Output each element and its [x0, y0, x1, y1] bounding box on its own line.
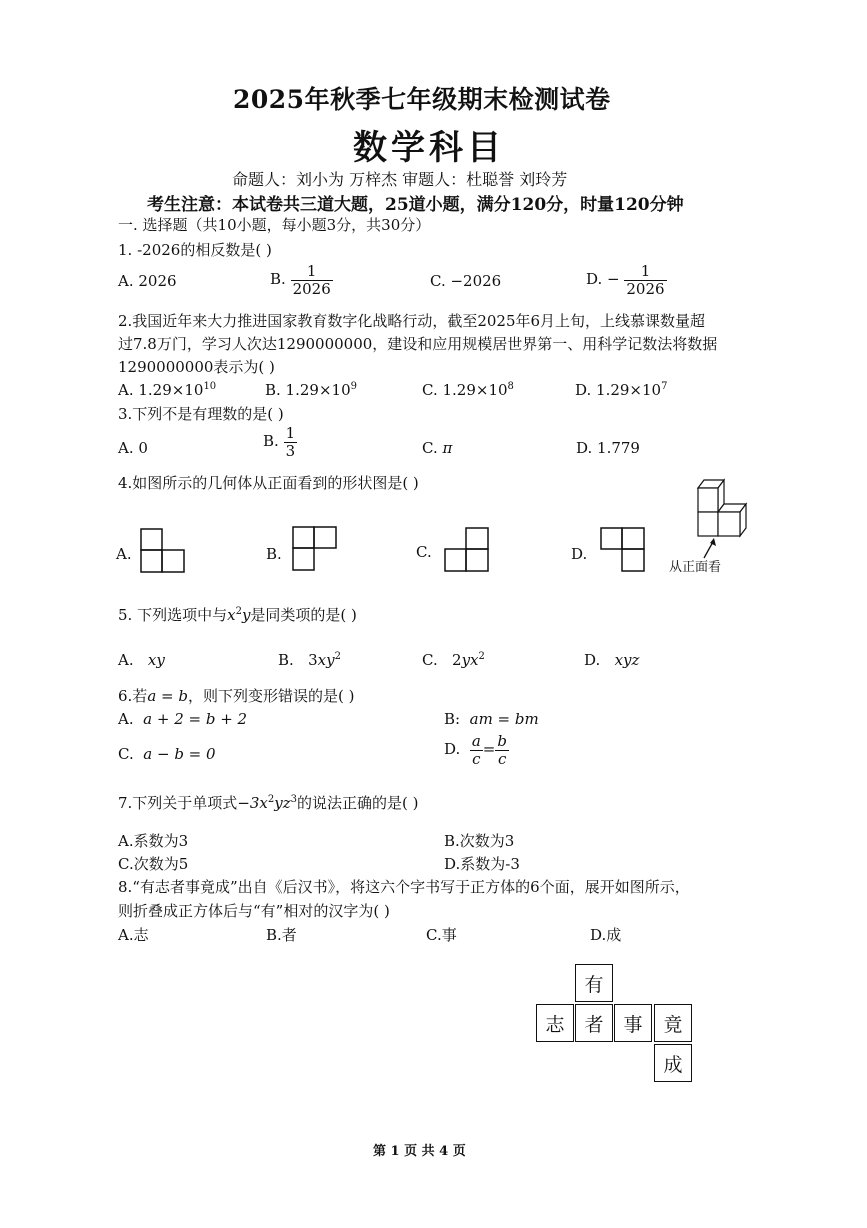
- q6-d-label: D.: [444, 740, 461, 758]
- q5-c-exp: 2: [478, 651, 485, 662]
- q7-stem-mono: −3x: [237, 794, 268, 812]
- q2-option-a: [118, 381, 216, 399]
- q7-option-b: B.次数为3: [444, 832, 515, 850]
- q5-option-a: [118, 651, 165, 669]
- q6-stem-post: ，则下列变形错误的是( ): [187, 687, 355, 705]
- q4-c-figure: [444, 527, 490, 573]
- q8-option-c: C.事: [426, 926, 457, 944]
- q4-b-figure: [292, 526, 338, 572]
- q6-stem-pre: 6.若: [118, 687, 148, 705]
- q2-a-exp: 10: [203, 381, 217, 392]
- net-cell-jing: 竟: [654, 1004, 692, 1042]
- q1-b-label: B.: [270, 270, 286, 288]
- q4-view-label: 从正面看: [669, 560, 722, 575]
- q7-stem-exp2: 3: [290, 794, 298, 805]
- q7-option-a: A.系数为3: [118, 832, 189, 850]
- q6-c-value: a − b = 0: [143, 745, 216, 763]
- q5-b-var: xy: [317, 651, 335, 669]
- q3-stem: 3.下列不是有理数的是( ): [118, 405, 284, 423]
- q2-b-base: B. 1.29×10: [265, 381, 351, 399]
- q6-a-value: a + 2 = b + 2: [143, 710, 248, 728]
- q3-b-label: B.: [263, 432, 279, 450]
- q1-b-numerator: 1: [306, 262, 317, 280]
- q3-b-denominator: 3: [285, 441, 296, 460]
- q1-option-a: A. 2026: [118, 272, 177, 290]
- q5-stem-exp: 2: [235, 606, 242, 617]
- authors-line: 命题人：刘小为 万梓杰 审题人：杜聪誉 刘玲芳: [232, 170, 568, 189]
- q7-stem-pre: 7.下列关于单项式: [118, 794, 238, 812]
- q6-d-den1: c: [472, 749, 481, 768]
- q3-option-b: [263, 425, 297, 459]
- q1-d-fraction: [624, 263, 666, 297]
- q7-stem-post: 的说法正确的是( ): [297, 794, 419, 812]
- q8-option-a: A.志: [118, 926, 149, 944]
- exam-title: 2025年秋季七年级期末检测试卷: [233, 85, 611, 114]
- q1-option-c: C. −2026: [430, 272, 502, 290]
- q6-option-d: [444, 733, 509, 767]
- q5-b-exp: 2: [334, 651, 341, 662]
- exam-notice: 考生注意：本试卷共三道大题，25道小题，满分120分，时量120分钟: [147, 195, 684, 215]
- q2-c-exp: 8: [507, 381, 514, 392]
- q8-line1: 8.“有志者事竟成”出自《后汉书》，将这六个字书写于正方体的6个面，展开如图所示，: [118, 878, 690, 896]
- q4-a-figure: [140, 528, 186, 574]
- q4-option-a: A.: [116, 545, 132, 563]
- q2-c-base: C. 1.29×10: [422, 381, 508, 399]
- q5-stem-post: 是同类项的是( ): [250, 606, 357, 624]
- q3-c-value: π: [442, 439, 453, 457]
- q2-line1: 2.我国近年来大力推进国家教育数字化战略行动，截至2025年6月上旬，上线慕课数量超: [118, 312, 706, 330]
- q5-c-label: C.: [422, 651, 438, 669]
- q6-d-fraction-left: [470, 733, 483, 767]
- q2-a-base: A. 1.29×10: [118, 381, 204, 399]
- q7-option-c: C.次数为5: [118, 855, 189, 873]
- q7-stem-exp1: 2: [267, 794, 275, 805]
- q1-option-d: [586, 263, 667, 297]
- subject-title: 数学科目: [353, 128, 505, 168]
- q6-a-label: A.: [118, 710, 134, 728]
- q2-d-base: D. 1.29×10: [575, 381, 662, 399]
- q5-b-coef: 3: [308, 651, 318, 669]
- q4-stem: 4.如图所示的几何体从正面看到的形状图是( ): [118, 474, 419, 492]
- q2-d-exp: 7: [661, 381, 668, 392]
- q5-option-d: [584, 651, 639, 669]
- q1-d-label: D. −: [586, 270, 620, 288]
- q6-stem-eq: a = b: [147, 687, 188, 705]
- q3-option-c: [422, 439, 452, 457]
- q7-stem: [118, 792, 419, 813]
- q3-b-fraction: [284, 425, 298, 459]
- q5-c-var: yx: [461, 651, 479, 669]
- q6-option-c: [118, 745, 216, 763]
- q4-option-c: C.: [416, 543, 432, 561]
- q2-option-c: [422, 381, 514, 399]
- q3-c-label: C.: [422, 439, 438, 457]
- q3-option-d: D. 1.779: [576, 439, 640, 457]
- q1-d-denominator: 2026: [626, 279, 665, 298]
- q1-b-denominator: 2026: [292, 279, 331, 298]
- q2-line2: 过7.8万门，学习人次达1290000000，建设和应用规模居世界第一、用科学记数法将数据: [118, 335, 718, 353]
- q5-stem-var: x: [227, 606, 236, 624]
- q6-stem: [118, 685, 354, 706]
- q8-option-d: D.成: [590, 926, 622, 944]
- q8-line2: 则折叠成正方体后与“有”相对的汉字为( ): [118, 902, 390, 920]
- q1-stem: 1. -2026的相反数是( ): [118, 241, 272, 259]
- q5-c-coef: 2: [452, 651, 462, 669]
- q6-b-value: am = bm: [469, 710, 539, 728]
- q6-option-b: [444, 710, 539, 728]
- net-cell-cheng: 成: [654, 1044, 692, 1082]
- q1-d-numerator: 1: [640, 262, 651, 280]
- q2-option-b: [265, 381, 357, 399]
- q4-option-d: D.: [571, 545, 588, 563]
- q8-option-b: B.者: [266, 926, 297, 944]
- net-cell-zhe: 者: [575, 1004, 613, 1042]
- q3-option-a: A. 0: [118, 439, 148, 457]
- net-cell-shi: 事: [614, 1004, 652, 1042]
- q6-d-den2: c: [497, 749, 507, 768]
- q6-option-a: [118, 710, 247, 728]
- q4-option-b: B.: [266, 545, 282, 563]
- q1-b-fraction: [291, 263, 333, 297]
- q5-d-label: D.: [584, 651, 601, 669]
- q2-line3: 1290000000表示为( ): [118, 358, 275, 376]
- q6-b-label: B:: [444, 710, 461, 728]
- q6-c-label: C.: [118, 745, 134, 763]
- q6-d-equals: =: [482, 740, 496, 758]
- section-heading: 一. 选择题（共10小题，每小题3分，共30分）: [118, 216, 431, 234]
- page-number: 第 1 页 共 4 页: [373, 1144, 466, 1159]
- q4-solid-figure: [690, 476, 762, 564]
- net-cell-you: 有: [575, 964, 613, 1002]
- q5-stem: [118, 604, 357, 625]
- q5-a-value: xy: [147, 651, 165, 669]
- q1-option-b: [270, 263, 333, 297]
- q7-option-d: D.系数为-3: [444, 855, 520, 873]
- q2-b-exp: 9: [350, 381, 357, 392]
- q6-d-num1: a: [471, 732, 481, 750]
- q5-b-label: B.: [278, 651, 294, 669]
- q6-d-fraction-right: [495, 733, 509, 767]
- q5-option-b: [278, 651, 341, 669]
- q7-stem-mid: yz: [274, 794, 291, 812]
- q6-d-num2: b: [497, 732, 507, 750]
- q5-a-label: A.: [118, 651, 134, 669]
- q4-d-figure: [600, 527, 646, 573]
- q3-b-numerator: 1: [285, 424, 296, 442]
- q5-option-c: [422, 651, 485, 669]
- q2-option-d: [575, 381, 667, 399]
- q5-d-value: xyz: [614, 651, 640, 669]
- q5-stem-var2: y: [241, 606, 251, 624]
- net-cell-zhi: 志: [536, 1004, 574, 1042]
- q5-stem-pre: 5. 下列选项中与: [118, 606, 228, 624]
